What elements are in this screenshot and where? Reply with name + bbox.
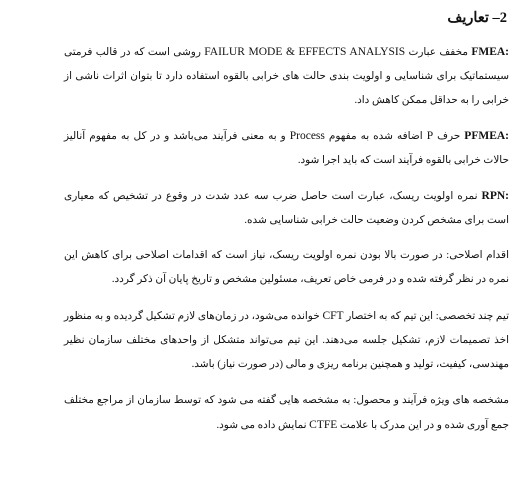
- fmea-expansion: FAILUR MODE & EFFECTS ANALYSIS: [204, 46, 406, 58]
- cft-abbr: CFT: [322, 310, 344, 322]
- definition-fmea: [64, 40, 509, 113]
- definition-cft-pre: تیم چند تخصصی: این تیم که به اختصار: [343, 311, 510, 322]
- definition-cft: [64, 304, 509, 377]
- definition-fmea-pre: مخفف عبارت: [405, 47, 472, 58]
- term-fmea: FMEA:: [471, 46, 509, 58]
- definition-rpn-text: نمره اولویت ریسک، عبارت است حاصل ضرب سه عدد شدت در وقوع در تشخیص که معیاری است برای مشخص کردن وضعیت حالت خرابی شناسایی شده.: [64, 191, 509, 226]
- definition-cft-text: خوانده می‌شود، در زمان‌های لازم تشکیل گردیده و به منظور اخذ تصمیمات لازم، تشکیل جلسه می‌دهند. این تیم می‌تواند متشکل از واحدهای مختلف سازمان نظیر مهندسی، کیفیت، تولید و همچنین برنامه ریزی و مالی (در صورت نیاز) باشد.: [64, 311, 509, 370]
- definition-fmea-text: روشی است که در قالب فرمتی سیستماتیک برای شناسایی و اولویت بندی حالت های خرابی بالقوه استفاده دارد تا بتوان اثرات ناشی از خرابی را به حداقل ممکن کاهش داد.: [64, 47, 509, 106]
- definition-pfmea-pre: حرف: [433, 131, 465, 142]
- ctfe-abbr: CTFE: [309, 419, 338, 431]
- definition-pfmea-mid: اضافه شده به مفهوم: [324, 131, 427, 142]
- definition-special-characteristics: [64, 389, 509, 438]
- process-word: Process: [289, 130, 325, 142]
- definition-special-characteristics-pre: مشخصه های ویژه فرآیند و محصول: به مشخصه هایی گفته می شود که توسط سازمان از مراجع مختلف جمع آوری شده و در این مدرک با علامت: [64, 395, 509, 431]
- definition-special-characteristics-text: نمایش داده می شود.: [216, 420, 310, 431]
- definition-corrective-action: [64, 244, 509, 292]
- definition-pfmea: [64, 124, 509, 173]
- definition-corrective-action-text: اقدام اصلاحی: در صورت بالا بودن نمره اولویت ریسک، نیاز است که اقدامات اصلاحی برای کاهش این نمره در نظر گرفته شده و در فرمی خاص تعریف، مسئولین مشخص و تاریخ پایان آن ذکر گردد.: [64, 250, 509, 285]
- definition-rpn: [64, 184, 509, 233]
- term-pfmea: PFMEA:: [464, 130, 510, 142]
- definition-pfmea-text: و به معنی فرآیند می‌باشد و در کل به مفهوم آنالیز حالات خرابی بالقوه فرآیند است که باید اجرا شود.: [64, 131, 509, 166]
- section-heading: 2– تعاریف: [447, 10, 507, 26]
- term-rpn: RPN:: [481, 190, 509, 202]
- pfmea-letter: P: [426, 130, 434, 142]
